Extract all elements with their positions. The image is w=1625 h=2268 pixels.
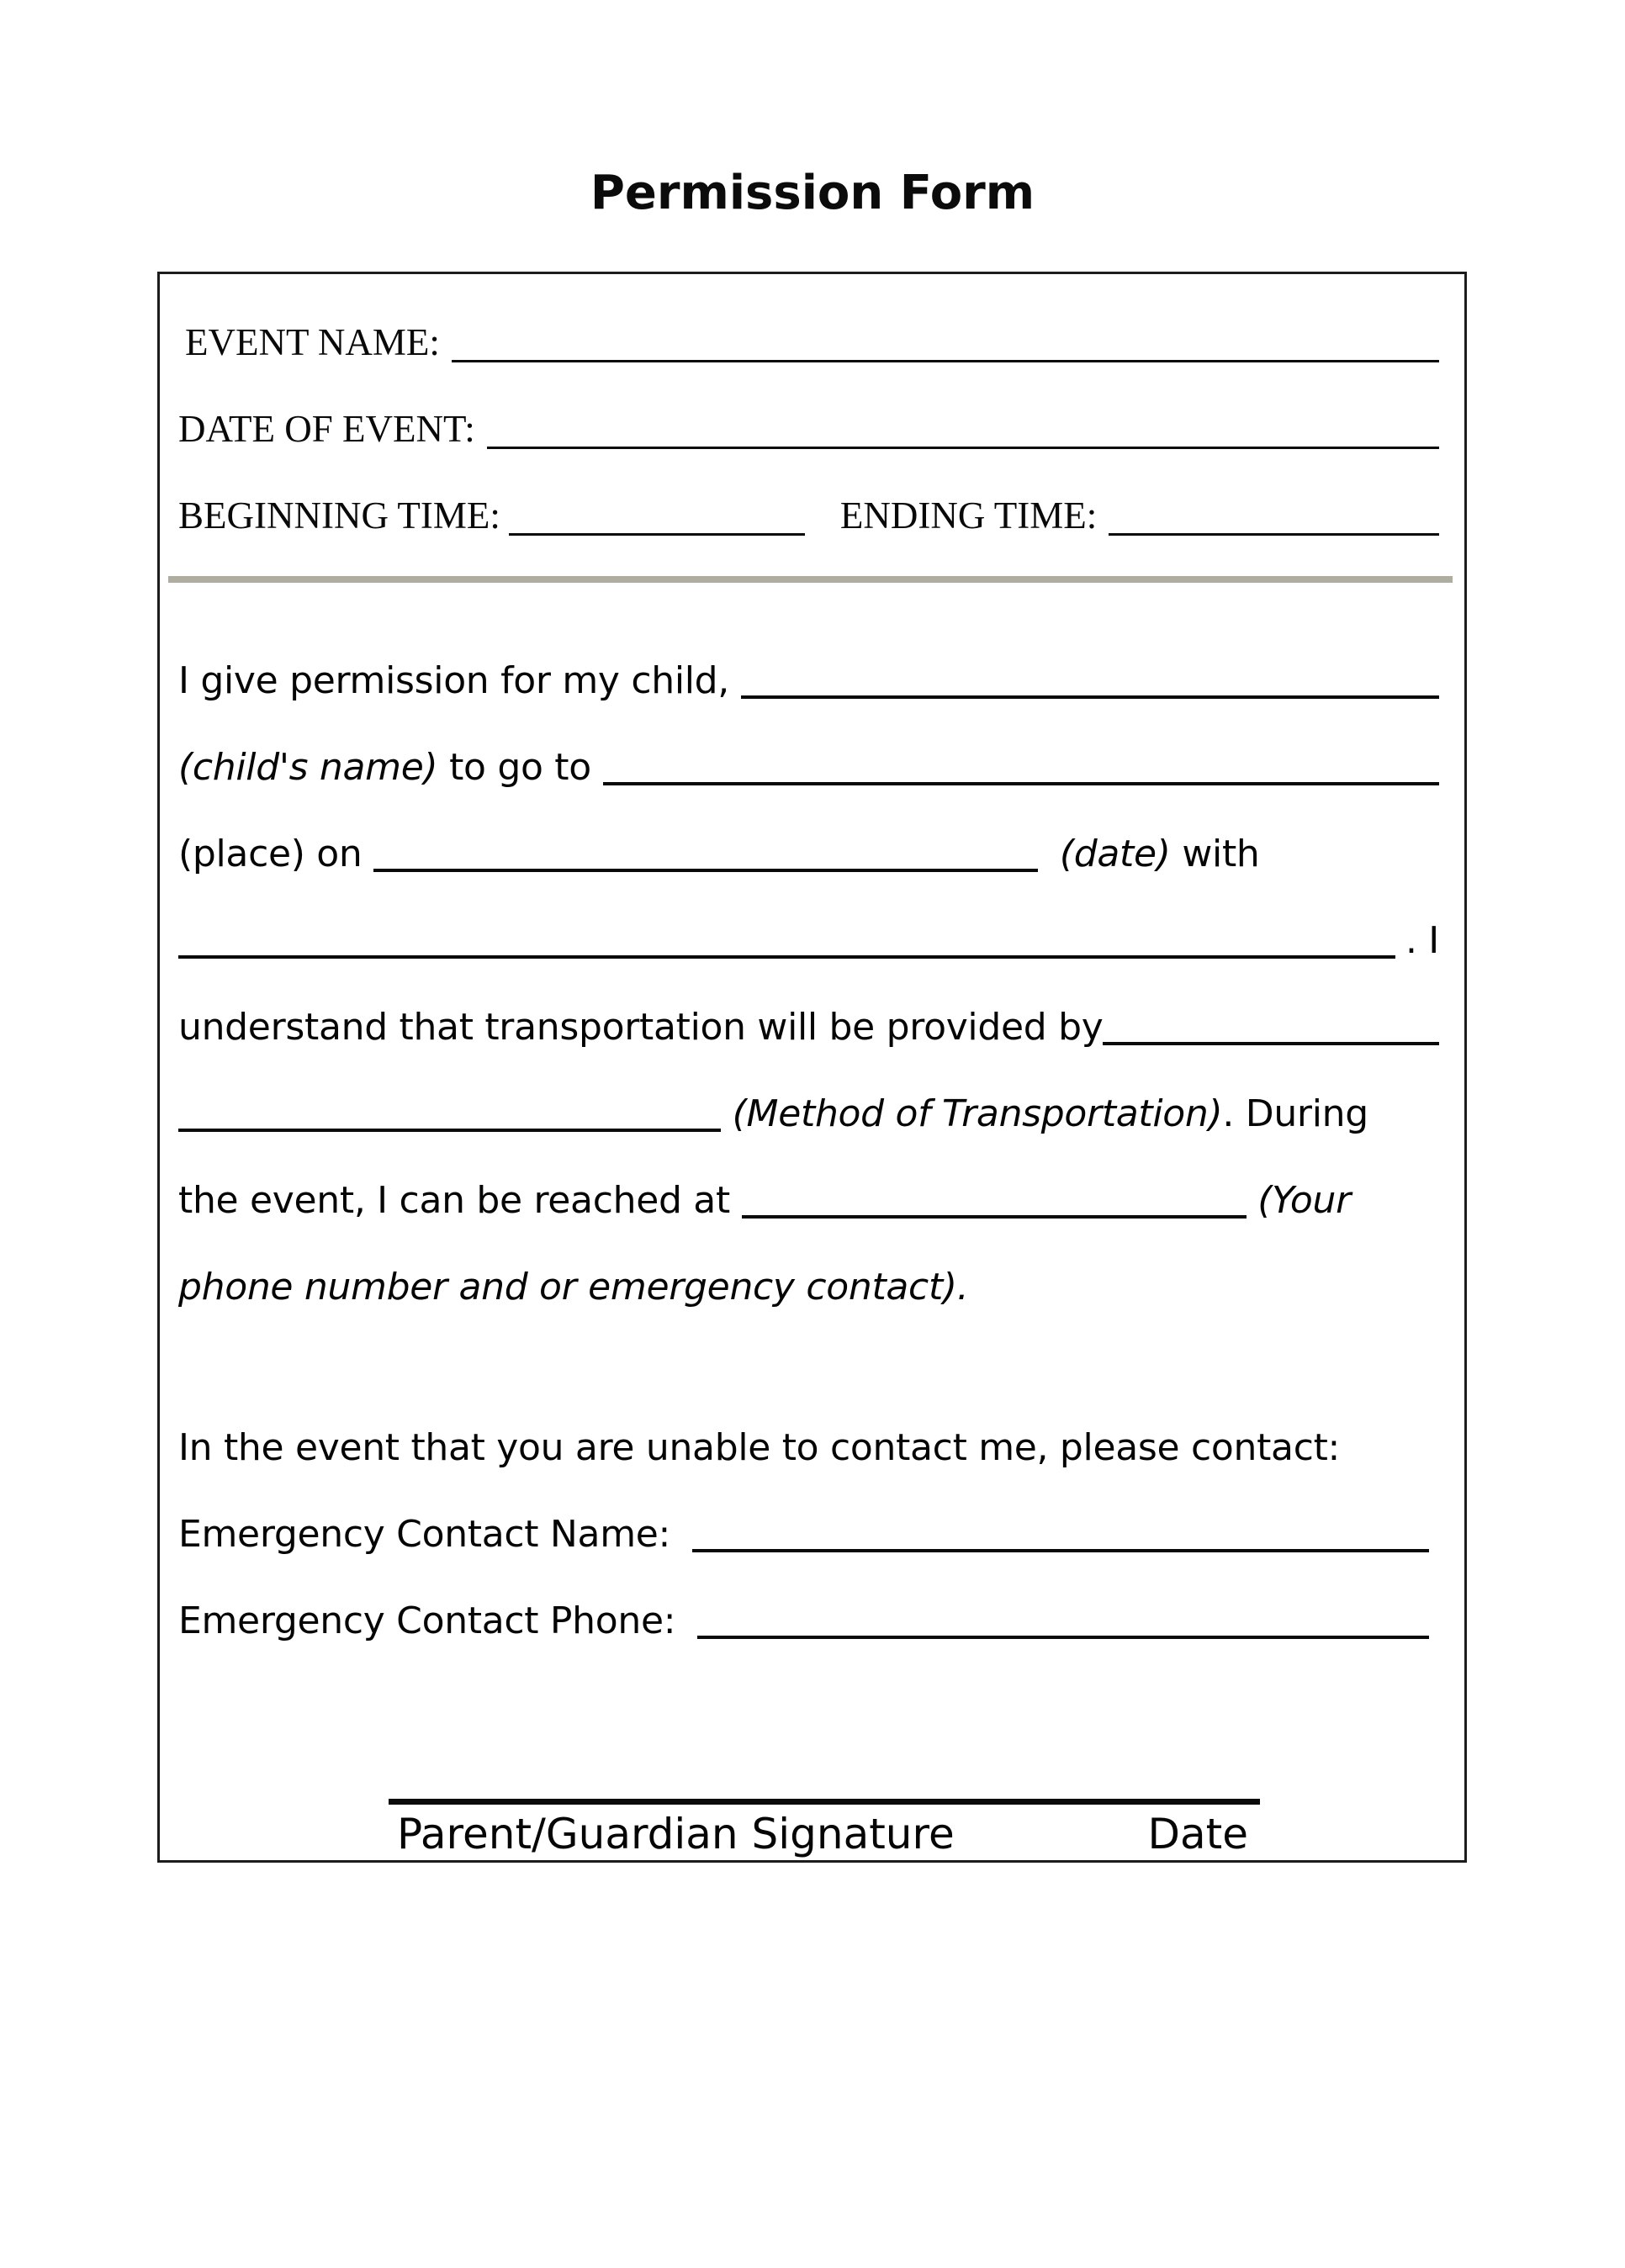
text-segment-italic: (Your <box>1246 1179 1351 1222</box>
event-name-label: EVENT NAME: <box>185 321 440 363</box>
paragraph-line-6 <box>178 1062 1439 1149</box>
emergency-contact-name-blank-line <box>692 1549 1429 1552</box>
emergency-intro-line <box>178 1396 1439 1483</box>
text-segment: . During <box>1222 1092 1368 1135</box>
signature-labels-row <box>389 1810 1260 1858</box>
text-segment: I give permission for my child, <box>178 659 741 702</box>
paragraph-line-7 <box>178 1149 1439 1235</box>
paragraph-line-2 <box>178 716 1439 802</box>
text-segment: understand that transportation will be provided by <box>178 1006 1104 1049</box>
document-page <box>0 166 1625 2268</box>
phone-blank-line <box>742 1215 1247 1219</box>
emergency-contact-phone-label: Emergency Contact Phone: <box>178 1599 687 1642</box>
emergency-name-row <box>178 1483 1439 1569</box>
date-label: Date <box>1147 1810 1248 1858</box>
ending-time-label: ENDING TIME: <box>839 494 1098 537</box>
text-segment: with <box>1170 833 1260 875</box>
paragraph-gap <box>178 1322 1439 1396</box>
date-blank-line <box>373 869 1038 872</box>
section-divider <box>168 576 1453 583</box>
text-segment: to go to <box>437 746 603 789</box>
paragraph-line-8 <box>178 1235 1439 1322</box>
parent-guardian-signature-label: Parent/Guardian Signature <box>397 1810 955 1858</box>
beginning-time-blank-line <box>509 533 805 536</box>
emergency-contact-name-label: Emergency Contact Name: <box>178 1513 682 1556</box>
field-row-event-name <box>178 291 1439 378</box>
ending-time-blank-line <box>1109 533 1439 536</box>
place-blank-line <box>603 782 1439 785</box>
paragraph-line-4 <box>178 889 1439 975</box>
text-segment: In the event that you are unable to contact me, please contact: <box>178 1426 1341 1469</box>
form-box <box>157 272 1467 1863</box>
child-name-blank-line <box>741 695 1439 699</box>
page-title: Permission Form <box>590 166 1035 220</box>
paragraph-line-3 <box>178 802 1439 889</box>
transportation-method-blank-line <box>178 1129 721 1132</box>
date-of-event-blank-line <box>487 447 1439 449</box>
paragraph-line-5 <box>178 975 1439 1062</box>
chaperone-blank-line <box>178 955 1395 959</box>
text-segment-italic: (date) <box>1048 833 1171 875</box>
text-segment: the event, I can be reached at <box>178 1179 742 1222</box>
emergency-contact-phone-blank-line <box>697 1636 1429 1639</box>
text-segment: (place) on <box>178 833 374 875</box>
signature-blank-line <box>389 1799 1260 1805</box>
text-segment-italic: phone number and or emergency contact). <box>178 1266 969 1308</box>
field-row-date-of-event <box>178 378 1439 464</box>
transportation-blank-line <box>1103 1042 1439 1045</box>
text-segment-italic: (child's name) <box>178 746 438 789</box>
text-segment: . I <box>1405 919 1439 962</box>
beginning-time-label: BEGINNING TIME: <box>178 494 500 537</box>
date-of-event-label: DATE OF EVENT: <box>178 408 475 450</box>
emergency-phone-row <box>178 1569 1439 1656</box>
field-row-times <box>178 464 1439 551</box>
text-segment-italic: (Method of Transportation) <box>721 1092 1223 1135</box>
event-name-blank-line <box>452 360 1439 362</box>
paragraph-line-1 <box>178 629 1439 716</box>
